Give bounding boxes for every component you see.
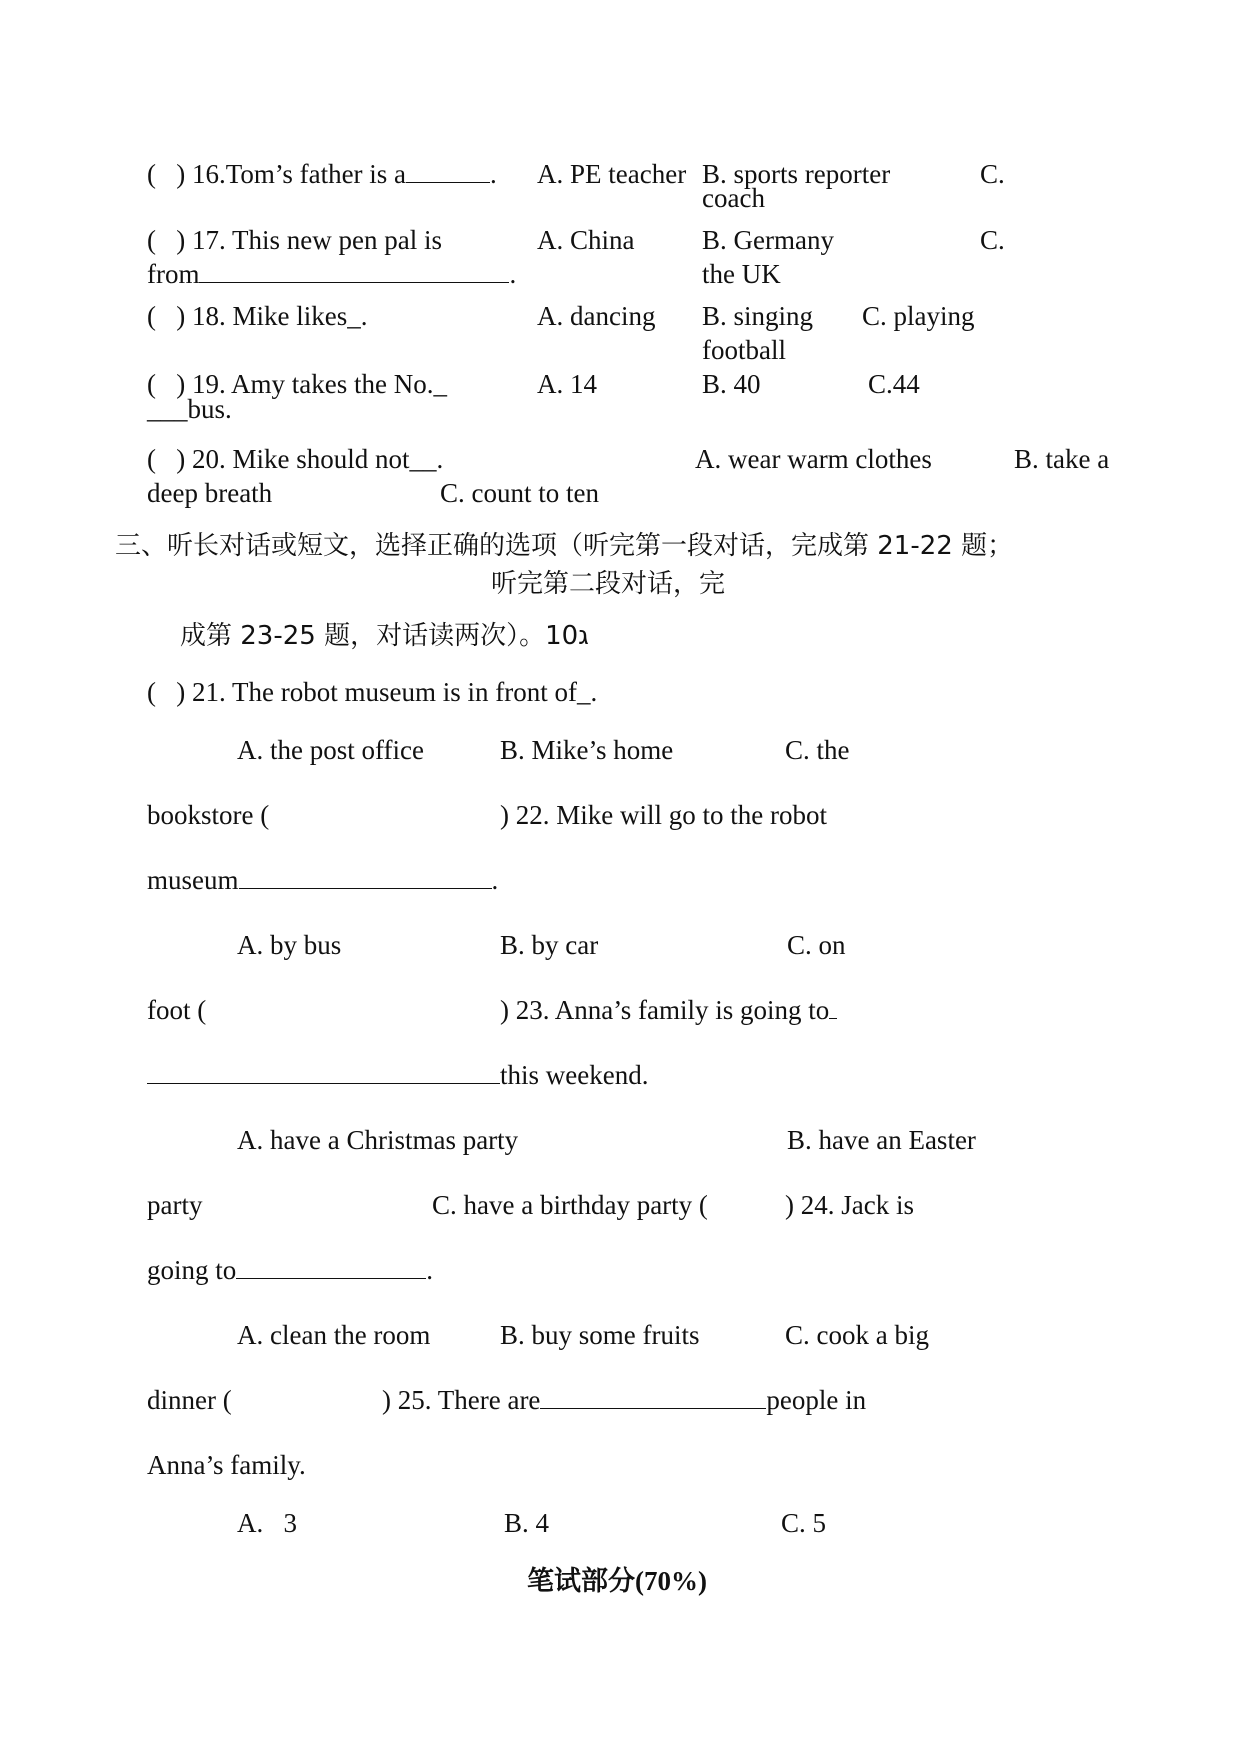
q17-stem: ( ) 17. This new pen pal is bbox=[147, 225, 442, 255]
q24-option-c: C. cook a big bbox=[785, 1320, 929, 1350]
q23-option-c: C. have a birthday party ( bbox=[432, 1190, 708, 1220]
q16-option-c: C. bbox=[980, 159, 1005, 189]
q19-stem-cont: ___bus. bbox=[147, 394, 232, 424]
written-section-heading: 笔试部分(70%) bbox=[527, 1566, 707, 1596]
q20-stem: ( ) 20. Mike should not__. bbox=[147, 444, 444, 474]
q23-option-b-cont: party bbox=[147, 1190, 203, 1220]
section-3-heading-cont2: 成第 23-25 题，对话读两次）。10ג bbox=[180, 621, 589, 651]
q22-stem-cont: museum . bbox=[147, 865, 499, 895]
q23-stem-cont: this weekend. bbox=[147, 1059, 648, 1091]
section-3-heading-cont: 听完第二段对话，完 bbox=[491, 569, 726, 599]
section-3-heading: 三、听长对话或短文，选择正确的选项（听完第一段对话，完成第 21-22 题； bbox=[115, 531, 1014, 561]
q18-option-b: B. singing bbox=[702, 301, 814, 331]
q24-option-c-cont: dinner ( bbox=[147, 1385, 232, 1415]
q22-option-c-cont: foot ( bbox=[147, 995, 207, 1025]
q25-option-c: C. 5 bbox=[781, 1508, 827, 1538]
q24-stem-cont: going to . bbox=[147, 1255, 434, 1285]
q17-option-b-cont: the UK bbox=[702, 259, 781, 289]
q17-option-a: A. China bbox=[537, 225, 635, 255]
q16-option-b: B. sports reporter bbox=[702, 159, 891, 189]
q17-option-c: C. bbox=[980, 225, 1005, 255]
q22-option-a: A. by bus bbox=[237, 930, 342, 960]
q18-stem: ( ) 18. Mike likes_. bbox=[147, 301, 368, 331]
q23-stem: ) 23. Anna’s family is going to bbox=[500, 994, 837, 1026]
q21-stem: ( ) 21. The robot museum is in front of_. bbox=[147, 677, 598, 707]
q19-option-a: A. 14 bbox=[537, 369, 597, 399]
q24-option-a: A. clean the room bbox=[237, 1320, 431, 1350]
q18-option-c: C. playing bbox=[862, 301, 975, 331]
q21-option-c: C. the bbox=[785, 735, 850, 765]
q25-option-a: A. 3 bbox=[237, 1508, 297, 1538]
q25-stem: ) 25. There are people in bbox=[382, 1385, 867, 1415]
q22-stem: ) 22. Mike will go to the robot bbox=[500, 800, 827, 830]
q25-option-b: B. 4 bbox=[504, 1508, 550, 1538]
q19-option-b: B. 40 bbox=[702, 369, 761, 399]
q25-stem-cont: Anna’s family. bbox=[147, 1450, 306, 1480]
q18-option-a: A. dancing bbox=[537, 301, 656, 331]
q22-option-b: B. by car bbox=[500, 930, 599, 960]
q19-stem: ( ) 19. Amy takes the No._ bbox=[147, 369, 447, 399]
q20-option-b-cont: deep breath bbox=[147, 478, 273, 508]
q16-option-b-cont: coach bbox=[702, 183, 765, 213]
q22-option-c: C. on bbox=[787, 930, 846, 960]
q18-option-b-cont: football bbox=[702, 335, 786, 365]
q20-option-c: C. count to ten bbox=[440, 478, 599, 508]
q20-option-a: A. wear warm clothes bbox=[695, 444, 932, 474]
q17-stem-cont: from . bbox=[147, 259, 517, 289]
q16-option-a: A. PE teacher bbox=[537, 159, 687, 189]
q20-option-b: B. take a bbox=[1014, 444, 1110, 474]
q19-option-c: C.44 bbox=[868, 369, 920, 399]
q21-option-a: A. the post office bbox=[237, 735, 424, 765]
q17-option-b: B. Germany bbox=[702, 225, 834, 255]
q21-option-c-cont: bookstore ( bbox=[147, 800, 270, 830]
q23-option-b: B. have an Easter bbox=[787, 1125, 976, 1155]
q24-option-b: B. buy some fruits bbox=[500, 1320, 700, 1350]
q24-stem: ) 24. Jack is bbox=[785, 1190, 914, 1220]
q21-option-b: B. Mike’s home bbox=[500, 735, 674, 765]
q23-option-a: A. have a Christmas party bbox=[237, 1125, 519, 1155]
q16-stem: ( ) 16.Tom’s father is a . bbox=[147, 159, 497, 189]
